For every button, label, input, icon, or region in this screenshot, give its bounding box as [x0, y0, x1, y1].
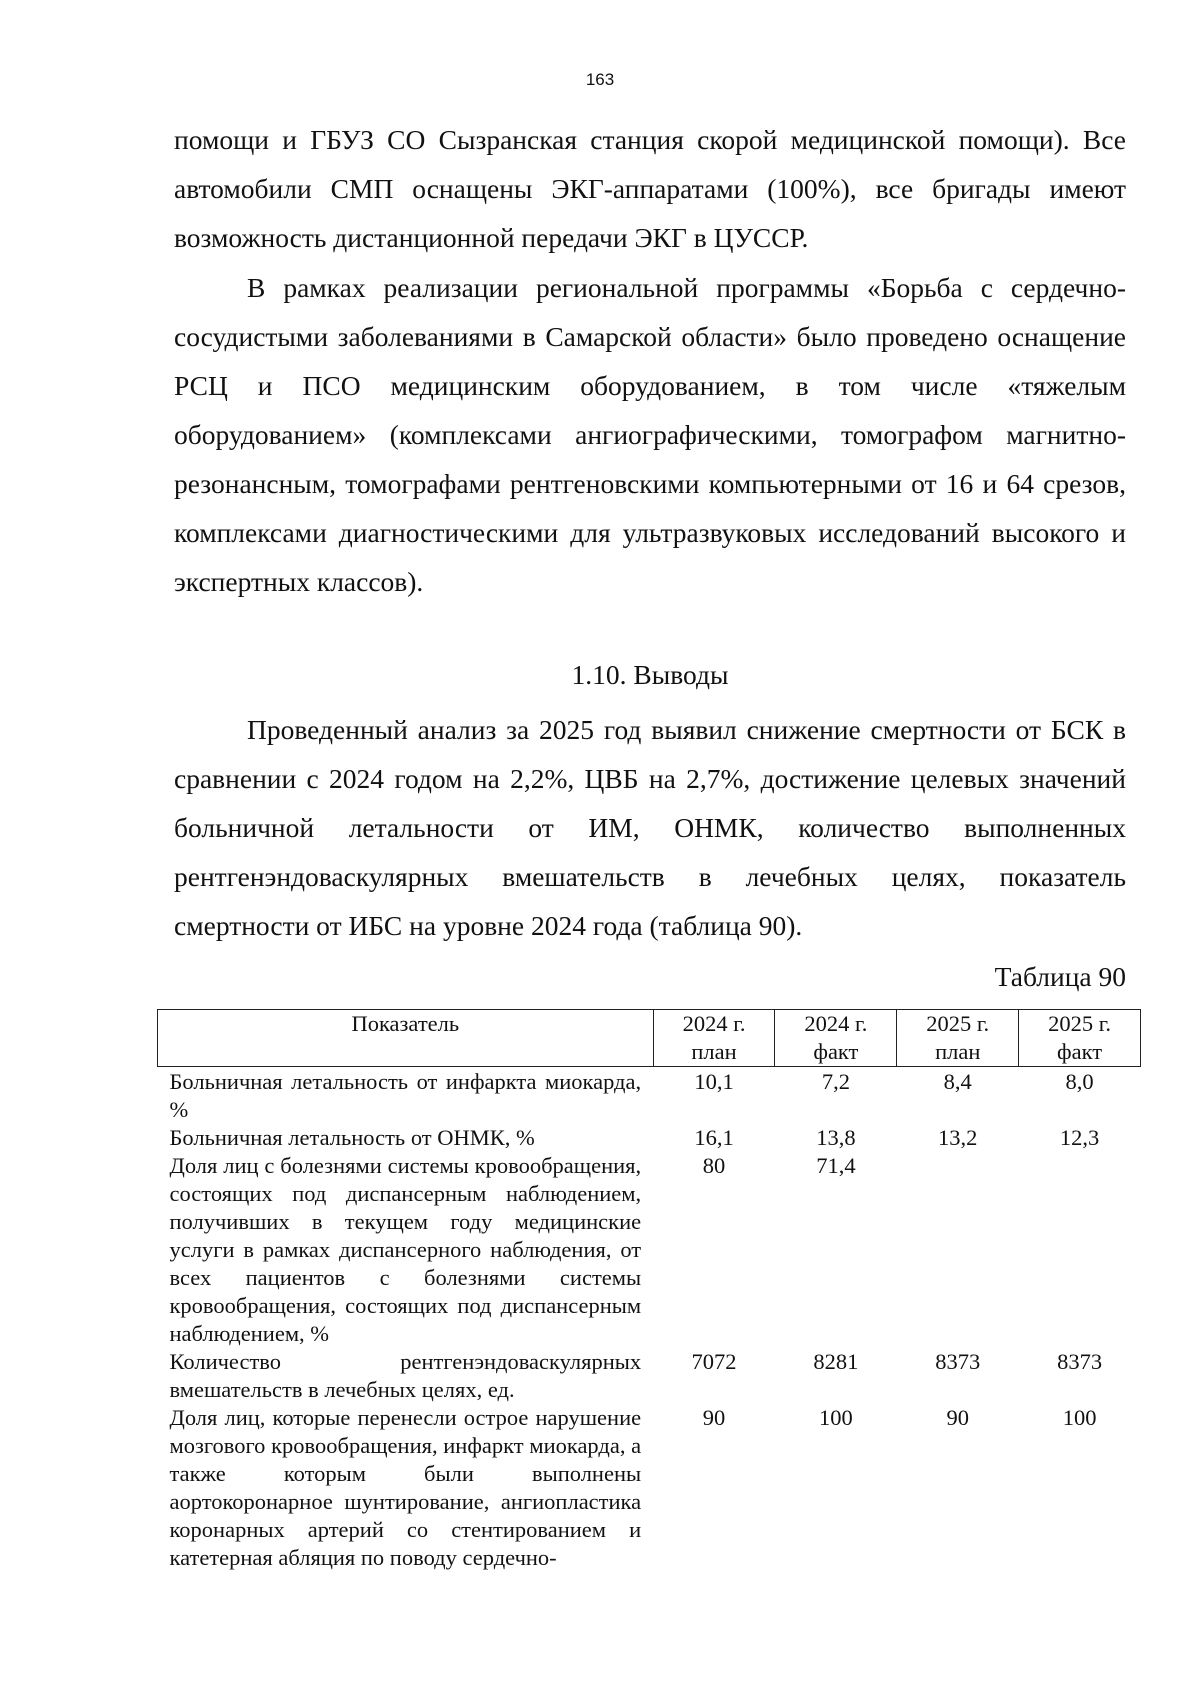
section-heading: 1.10. Выводы [571, 659, 729, 690]
header-year: 2025 г. [926, 1011, 990, 1036]
header-type: факт [1057, 1039, 1103, 1064]
header-2024-fact [775, 1010, 897, 1067]
header-year: 2024 г. [804, 1011, 868, 1036]
table-row [158, 1348, 1141, 1404]
value-2025-plan: 13,2 [938, 1125, 978, 1150]
value-2025-plan: 8373 [935, 1349, 981, 1374]
value-2024-plan: 10,1 [694, 1069, 734, 1094]
value-2025-fact: 12,3 [1059, 1125, 1100, 1150]
header-type: план [935, 1039, 981, 1064]
value-2024-fact: 7,2 [821, 1069, 850, 1094]
value-2024-plan: 90 [702, 1405, 726, 1430]
table-row [158, 1124, 1141, 1152]
value-2025-fact: 8,0 [1065, 1069, 1094, 1094]
paragraph-equipment: В рамках реализации региональной программы «Борьба с сердечно-сосудистыми заболеваниями в Самарской области» было проведено оснащение РСЦ и ПСО медицинским оборудованием, в том числе «тяжелым оборудованием» (комплексами ангиографическими, томографом магнитно-резонансным, томографами рентгеновскими компьютерными от 16 и 64 срезов, комплексами диагностическими для ультразвуковых исследований высокого и экспертных классов). [174, 272, 1126, 597]
page-number: 163 [585, 70, 615, 89]
value-2024-plan: 7072 [691, 1349, 737, 1374]
row-indicator: Доля лиц, которые перенесли острое нарушение мозгового кровообращения, инфаркт миокарда, а также которым были выполнены аортокоронарное шунтирование, ангиопластика коронарных артерий со стентированием и катетерная абляция по поводу сердечно- [169, 1405, 642, 1570]
table-row [158, 1152, 1141, 1348]
table-row [158, 1404, 1141, 1572]
value-2024-fact: 71,4 [816, 1153, 856, 1178]
header-type: факт [813, 1039, 859, 1064]
table-caption: Таблица 90 [994, 961, 1126, 992]
header-2024-plan [653, 1010, 775, 1067]
value-2024-plan: 16,1 [694, 1125, 734, 1150]
value-2024-fact: 100 [819, 1405, 853, 1430]
value-2024-fact: 13,8 [816, 1125, 856, 1150]
value-2025-plan [897, 1152, 1019, 1348]
row-indicator: Количество рентгенэндоваскулярных вмешательств в лечебных целях, ед. [169, 1349, 642, 1402]
table-header-row [158, 1010, 1141, 1067]
paragraph-continued: помощи и ГБУЗ СО Сызранская станция скорой медицинской помощи). Все автомобили СМП оснащены ЭКГ-аппаратами (100%), все бригады имеют возможность дистанционной передачи ЭКГ в ЦУССР. [174, 124, 1126, 253]
row-indicator: Больничная летальность от ОНМК, % [169, 1125, 535, 1150]
paragraph-conclusions: Проведенный анализ за 2025 год выявил снижение смертности от БСК в сравнении с 2024 годом на 2,2%, ЦВБ на 2,7%, достижение целевых значений больничной летальности от ИМ, ОНМК, количество выполненных рентгенэндоваскулярных вмешательств в лечебных целях, показатель смертности от ИБС на уровне 2024 года (таблица 90). [174, 714, 1126, 941]
row-indicator: Доля лиц с болезнями системы кровообращения, состоящих под диспансерным наблюдением, получивших в текущем году медицинские услуги в рамках диспансерного наблюдения, от всех пациентов с болезнями системы кровообращения, состоящих под диспансерным наблюдением, % [169, 1153, 642, 1346]
header-type: план [691, 1039, 737, 1064]
indicators-table [157, 1009, 1141, 1572]
value-2025-plan: 8,4 [943, 1069, 972, 1094]
row-indicator: Больничная летальность от инфаркта миокарда, % [169, 1069, 642, 1122]
header-indicator: Показатель [158, 1010, 654, 1067]
header-2025-fact [1019, 1010, 1141, 1067]
header-2025-plan [897, 1010, 1019, 1067]
value-2024-fact: 8281 [813, 1349, 859, 1374]
value-2025-plan: 90 [946, 1405, 969, 1430]
value-2025-fact: 100 [1062, 1405, 1097, 1430]
value-2024-plan: 80 [702, 1153, 726, 1178]
header-year: 2024 г. [682, 1011, 746, 1036]
table-row [158, 1067, 1141, 1125]
header-year: 2025 г. [1048, 1011, 1112, 1036]
value-2025-fact: 8373 [1057, 1349, 1103, 1374]
value-2025-fact [1019, 1152, 1141, 1348]
